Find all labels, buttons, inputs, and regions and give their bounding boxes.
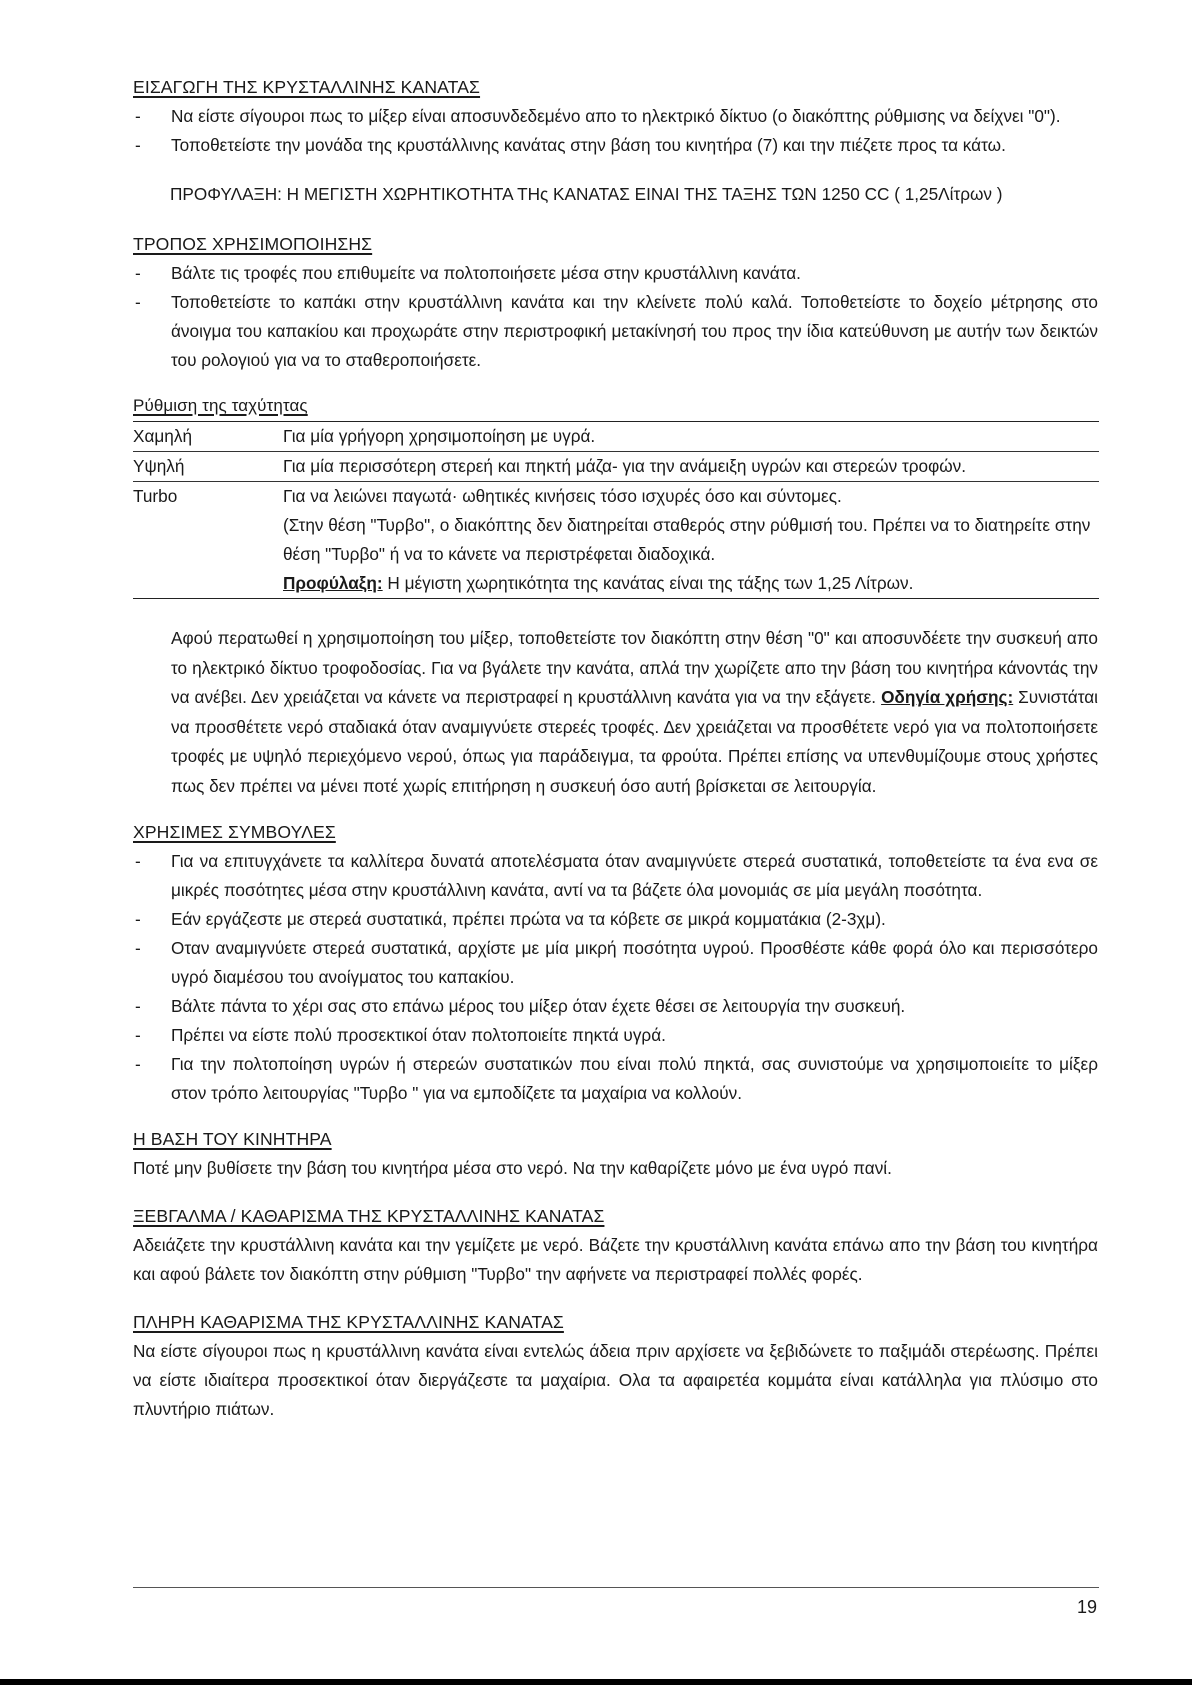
section-title-rinse: ΞΕΒΓΑΛΜΑ / ΚΑΘΑΡΙΣΜΑ ΤΗΣ ΚΡΥΣΤΑΛΛΙΝΗΣ ΚΑΝΑΤΑΣ xyxy=(133,1206,605,1226)
section-title-full-clean: ΠΛΗΡΗ ΚΑΘΑΡΙΣΜΑ ΤΗΣ ΚΡΥΣΤΑΛΛΙΝΗΣ ΚΑΝΑΤΑΣ xyxy=(133,1312,564,1332)
list-item: - Βάλτε πάντα το χέρι σας στο επάνω μέρος του μίξερ όταν έχετε θέσει σε λειτουργία την συσκευή. xyxy=(133,992,1098,1021)
speed-label-high: Υψηλή xyxy=(133,456,185,476)
usage-hint-label: Οδηγία χρήσης: xyxy=(881,687,1014,707)
table-row xyxy=(133,482,1099,599)
turbo-warning xyxy=(283,569,1099,598)
bottom-edge-bar xyxy=(0,1679,1192,1685)
intro-list xyxy=(133,102,1098,160)
rinse-text: Αδειάζετε την κρυστάλλινη κανάτα και την γεμίζετε με νερό. Βάζετε την κρυστάλλινη κανάτα επάνω απο την βάση του κινητήρα και αφού βάλετε τον διακόπτη στην ρύθμιση "Τυρβο" την αφήνετε να περιστραφεί πολλές φορές. xyxy=(133,1235,1098,1284)
speed-label-low: Χαμηλή xyxy=(133,426,193,446)
warning-text: Η μέγιστη χωρητικότητα της κανάτας είναι της τάξης των 1,25 Λίτρων. xyxy=(382,573,914,593)
list-item: - Να είστε σίγουροι πως το μίξερ είναι αποσυνδεδεμένο απο το ηλεκτρικό δίκτυο (ο διακόπτης ρύθμισης να δείχνει "0"). xyxy=(133,102,1098,131)
section-title-tips: ΧΡΗΣΙΜΕΣ ΣΥΜΒΟΥΛΕΣ xyxy=(133,822,336,842)
warning-label: Προφύλαξη: xyxy=(283,573,383,593)
list-item: - Για την πολτοποίηση υγρών ή στερεών συστατικών που είναι πολύ πηκτά, σας συνιστούμε να χρησιμοποιείτε το μίξερ στον τρόπο λειτουργίας "Τυρβο " για να εμποδίζετε τα μαχαίρια να κολλούν. xyxy=(133,1050,1098,1108)
full-clean-text: Να είστε σίγουροι πως η κρυστάλλινη κανάτα είναι εντελώς άδεια πριν αρχίσετε να ξεβιδώνετε το παξιμάδι στερέωσης. Πρέπει να είστε ιδιαίτερα προσεκτικοί όταν διεργάζεστε τα μαχαίρια. Ολα τα αφαιρετέα κομμάτα είναι κατάλληλα για πλύσιμο στο πλυντήριο πιάτων. xyxy=(133,1341,1098,1419)
motor-text: Ποτέ μην βυθίσετε την βάση του κινητήρα μέσα στο νερό. Να την καθαρίζετε μόνο με ένα υγρό πανί. xyxy=(133,1158,892,1178)
section-title-motor: Η ΒΑΣΗ ΤΟΥ ΚΙΝΗΤΗΡΑ xyxy=(133,1129,332,1149)
speed-desc-high: Για μία περισσότερη στερεή και πηκτή μάζα- για την ανάμειξη υγρών και στερεών τροφών. xyxy=(283,456,967,476)
footer-divider xyxy=(133,1587,1099,1588)
after-use-paragraph xyxy=(133,624,1098,801)
list-item: - Πρέπει να είστε πολύ προσεκτικοί όταν πολτοποιείτε πηκτά υγρά. xyxy=(133,1021,1098,1050)
usage-list xyxy=(133,259,1098,375)
speed-label-turbo: Turbo xyxy=(133,486,178,506)
section-title-intro: ΕΙΣΑΓΩΓΗ ΤΗΣ ΚΡΥΣΤΑΛΛΙΝΗΣ ΚΑΝΑΤΑΣ xyxy=(133,77,481,97)
list-item: - Βάλτε τις τροφές που επιθυμείτε να πολτοποιήσετε μέσα στην κρυστάλλινη κανάτα. xyxy=(133,259,1098,288)
manual-page xyxy=(133,72,1098,1424)
list-item: - Οταν αναμιγνύετε στερεά συστατικά, αρχίστε με μία μικρή ποσότητα υγρού. Προσθέστε κάθε φορά όλο και περισσότερο υγρό διαμέσου του ανοίγματος του καπακίου. xyxy=(133,934,1098,992)
table-row xyxy=(133,422,1099,452)
tips-list xyxy=(133,847,1098,1108)
list-item: - Εάν εργάζεστε με στερεά συστατικά, πρέπει πρώτα να τα κόβετε σε μικρά κομματάκια (2-3χμ). xyxy=(133,905,1098,934)
usage-hint-text: Συνιστάται να προσθέτετε νερό σταδιακά όταν αναμιγνύετε στερεές τροφές. Δεν χρειάζεται να προσθέτετε νερό για να πολτοποιήσετε τροφές με υψηλό περιεχόμενο νερού, όπως για παράδειγμα, τα φρούτα. Πρέπει επίσης να υπενθυμίζουμε στους χρήστες πως δεν πρέπει να μένει ποτέ χωρίς επιτήρηση η συσκευή όσο αυτή βρίσκεται σε λειτουργία. xyxy=(171,687,1098,796)
list-item: - Για να επιτυγχάνετε τα καλλίτερα δυνατά αποτελέσματα όταν αναμιγνύετε στερεά συστατικά, τοποθετείστε τα ένα ενα σε μικρές ποσότητες μέσα στην κρυστάλλινη κανάτα, αντί να τα βάζετε όλα μονομιάς σε μία μεγάλη ποσότητα. xyxy=(133,847,1098,905)
table-row xyxy=(133,452,1099,482)
speed-table xyxy=(133,421,1099,599)
speed-desc-low: Για μία γρήγορη χρησιμοποίηση με υγρά. xyxy=(283,426,596,446)
list-item: - Τοποθετείστε την μονάδα της κρυστάλλινης κανάτας στην βάση του κινητήρα (7) και την πιέζετε προς τα κάτω. xyxy=(133,131,1098,160)
after-use-text: Αφού περατωθεί η χρησιμοποίηση του μίξερ, τοποθετείστε τον διακόπτη στην θέση "0" και αποσυνδέετε την συσκευή απο το ηλεκτρικό δίκτυο τροφοδοσίας. Για να βγάλετε την κανάτα, απλά την χωρίζετε απο την βάση του κινητήρα κάνοντάς την να ανέβει. Δεν χρειάζεται να κάνετε να περιστραφεί η κρυστάλλινη κανάτα για να την εξάγετε. xyxy=(171,628,1098,707)
section-title-speed: Ρύθμιση της ταχύτητας xyxy=(133,396,308,415)
page-number: 19 xyxy=(1076,1597,1097,1617)
list-item: - Τοποθετείστε το καπάκι στην κρυστάλλινη κανάτα και την κλείνετε πολύ καλά. Τοποθετείστε το δοχείο μέτρησης στο άνοιγμα του καπακίου και προχωράτε στην περιστροφική μετακίνησή του προς την ίδια κατεύθυνση με αυτήν των δεικτών του ρολογιού για να το σταθεροποιήσετε. xyxy=(133,288,1098,375)
capacity-note: ΠΡΟΦΥΛΑΞΗ: Η ΜΕΓΙΣΤΗ ΧΩΡΗΤΙΚΟΤΗΤΑ ΤΗς ΚΑΝΑΤΑΣ ΕΙΝΑΙ ΤΗΣ ΤΑΞΗΣ ΤΩΝ 1250 CC ( 1,25Λίτρων ) xyxy=(170,184,1003,204)
turbo-text-2: (Στην θέση "Τυρβο", ο διακόπτης δεν διατηρείται σταθερός στην ρύθμισή του. Πρέπει να το διατηρείτε στην θέση "Τυρβο" ή να το κάνετε να περιστρέφεται διαδοχικά. xyxy=(283,515,1091,564)
section-title-usage: ΤΡΟΠΟΣ ΧΡΗΣΙΜΟΠΟΙΗΣΗΣ xyxy=(133,234,373,254)
turbo-text: Για να λειώνει παγωτά· ωθητικές κινήσεις τόσο ισχυρές όσο και σύντομες. xyxy=(283,486,842,506)
speed-desc-turbo xyxy=(283,482,1099,599)
